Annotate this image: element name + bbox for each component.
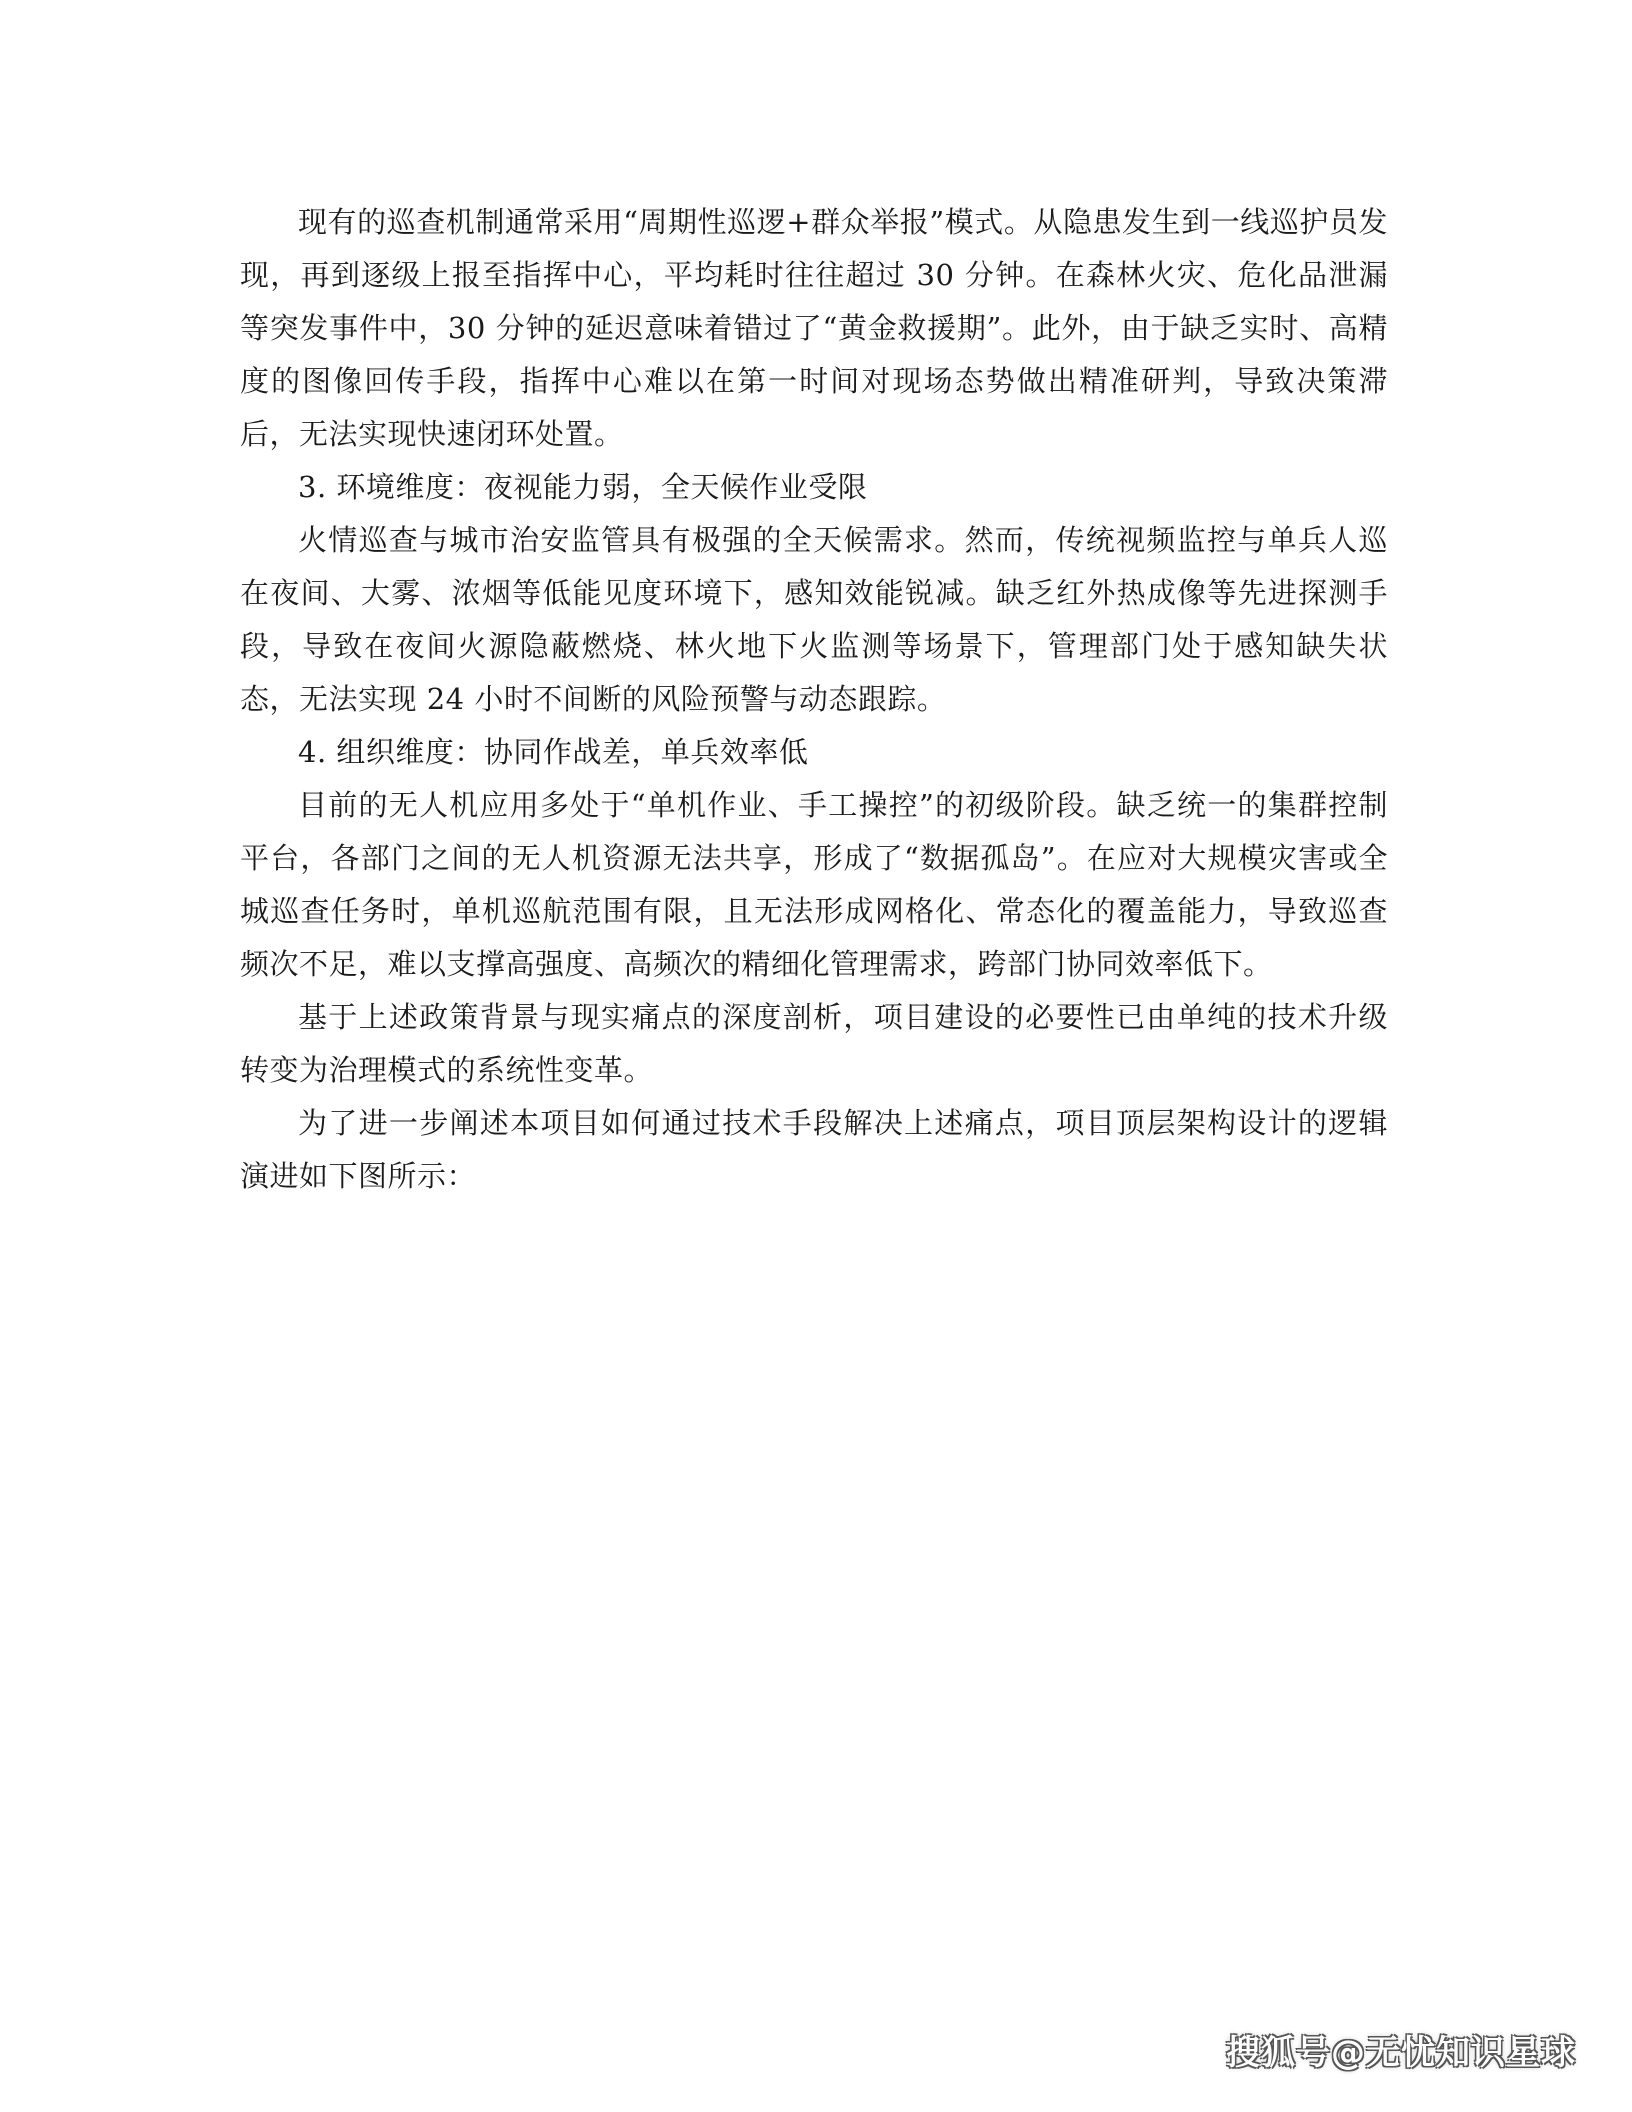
paragraph-necessity: 基于上述政策背景与现实痛点的深度剖析，项目建设的必要性已由单纯的技术升级转变为治理模式的系统性变革。 xyxy=(240,1000,1388,1087)
document-body xyxy=(240,196,1388,1203)
section-heading-organization: 4. 组织维度：协同作战差，单兵效率低 xyxy=(298,735,809,769)
watermark: 搜狐号@无忧知识星球 xyxy=(1226,2033,1576,2073)
section-heading-environment: 3. 环境维度：夜视能力弱，全天候作业受限 xyxy=(298,470,868,504)
paragraph-patrol-delay: 现有的巡查机制通常采用“周期性巡逻+群众举报”模式。从隐患发生到一线巡护员发现，再到逐级上报至指挥中心，平均耗时往往超过 30 分钟。在森林火灾、危化品泄漏等突发事件中，30 分钟的延迟意味着错过了“黄金救援期”。此外，由于缺乏实时、高精度的图像回传手段，指挥中心难以在第一时间对现场态势做出精准研判，导致决策滞后，无法实现快速闭环处置。 xyxy=(240,205,1388,451)
paragraph-coordination: 目前的无人机应用多处于“单机作业、手工操控”的初级阶段。缺乏统一的集群控制平台，各部门之间的无人机资源无法共享，形成了“数据孤岛”。在应对大规模灾害或全城巡查任务时，单机巡航范围有限，且无法形成网格化、常态化的覆盖能力，导致巡查频次不足，难以支撑高强度、高频次的精细化管理需求，跨部门协同效率低下。 xyxy=(240,788,1388,981)
paragraph-architecture-intro: 为了进一步阐述本项目如何通过技术手段解决上述痛点，项目顶层架构设计的逻辑演进如下图所示： xyxy=(240,1106,1388,1193)
paragraph-night-vision: 火情巡查与城市治安监管具有极强的全天候需求。然而，传统视频监控与单兵人巡在夜间、大雾、浓烟等低能见度环境下，感知效能锐减。缺乏红外热成像等先进探测手段，导致在夜间火源隐蔽燃烧、林火地下火监测等场景下，管理部门处于感知缺失状态，无法实现 24 小时不间断的风险预警与动态跟踪。 xyxy=(240,523,1388,716)
